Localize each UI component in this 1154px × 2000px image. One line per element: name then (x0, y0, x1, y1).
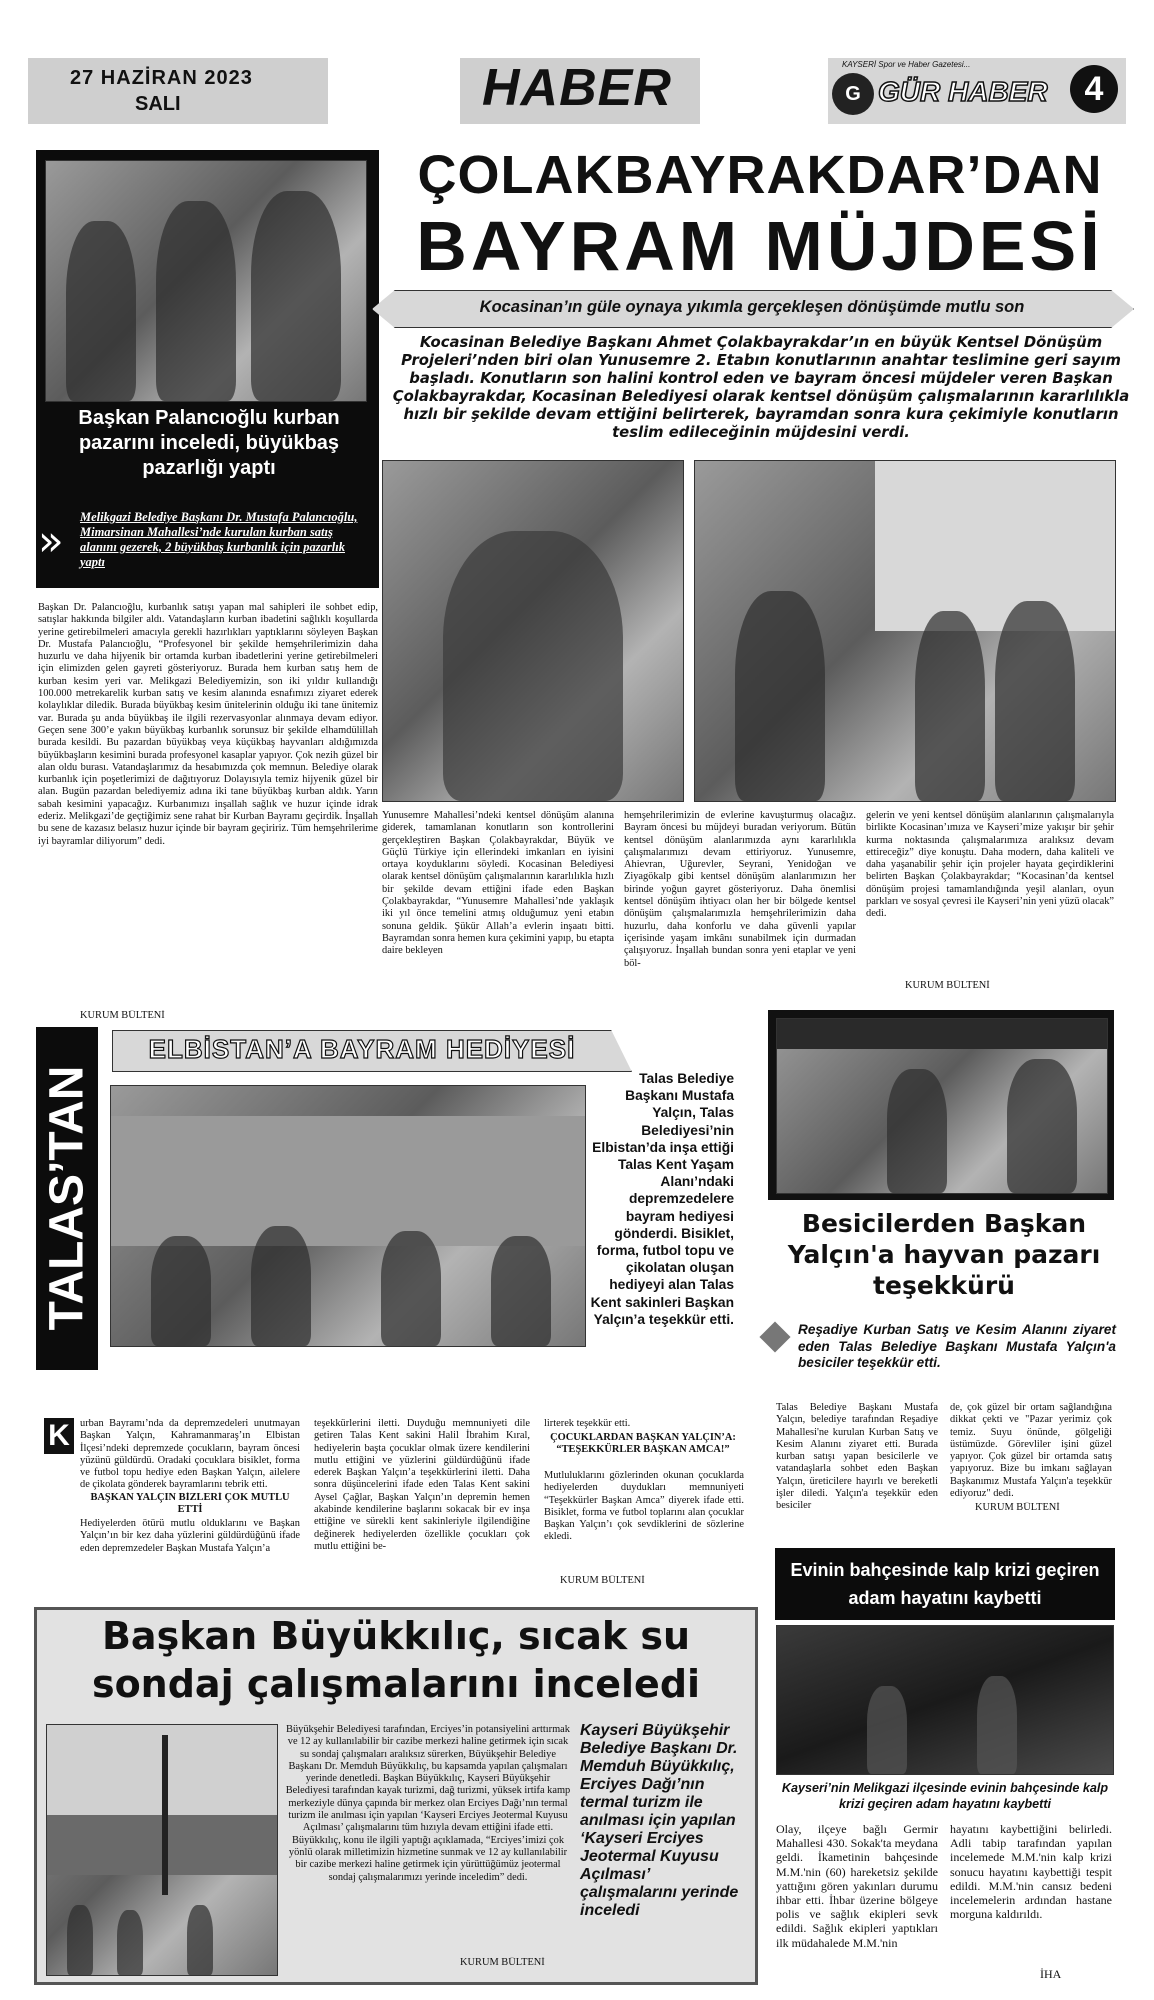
besici-photo (776, 1018, 1108, 1194)
buyukkilic-byline: KURUM BÜLTENİ (460, 1957, 545, 1968)
diamond-icon (759, 1321, 790, 1352)
main-headline-2: BAYRAM MÜJDESİ (416, 207, 1104, 285)
talas-col-3a: lirterek teşekkür etti. (544, 1418, 631, 1429)
kalp-photo (776, 1625, 1114, 1775)
masthead-day: SALI (135, 93, 181, 115)
talas-dropcap: K (44, 1418, 74, 1454)
talas-headline: ELBİSTAN’A BAYRAM HEDİYESİ (148, 1034, 576, 1064)
besici-col-1: Talas Belediye Başkanı Mustafa Yalçın, belediye tarafından Reşadiye Mahallesi'ne kurulan Kurban Satış ve Kesim Alanını ziyaret etti. Burada kurban satışı yapan besicilerle ve vatandaşlarla sohbet eden Başkan Yalçın, üreticilere hayırlı ve bereketli işler diledi. Yalçın'a teşekkür eden besiciler (776, 1402, 938, 1512)
buyukkilic-body: Büyükşehir Belediyesi tarafından, Erciyes’in potansiyelini arttırmak ve 12 ay kullanılabilir bir cazibe merkezi haline getirmek için sıcak su sondaj çalışmaları aralıksız sürerken, Büyükşehir Belediye Başkanı Dr. Memduh Büyükkılıç, bu kapsamda yapılan çalışmaları yerinde denetledi. Başkan Büyükkılıç, Kayseri Büyükşehir Belediyesi tarafından kayak turizmi, dağ turizmi, yüksek irtifa kamp merkeziyle dünya çapında bir merkez olan Erciyes Dağı’nın termal turizm ile anılması için yapılan ‘Kayseri Erciyes Jeotermal Kuyusu Açılması’ çalışmalarını tüm hızıyla devam ettiğini ifade etti. Büyükkılıç, konu ile ilgili yaptığı açıklamada, “Erciyes’imizi çok yönlü olarak milletimizin hizmetine sunmak ve 12 ay kullanılabilir bir cazibe merkezi haline getirmek için yürüttüğümüz jeotermal sondaj çalışmalarımızı yerinde inceledim” dedi. (285, 1724, 571, 1883)
talas-vertical-label: TALAS’TAN (40, 1065, 94, 1331)
talas-col-1b: Hediyelerden ötürü mutlu olduklarını ve Başkan Yalçın’ın bir kez daha yüzlerini güldürdüğünü ifade eden depremzedeler Başkan Mustafa Yalçın’a (80, 1518, 300, 1554)
talas-col-1: urban Bayramı’nda da depremzedeleri unutmayan Başkan Yalçın, Kahramanmaraş’ın Elbistan İlçesi’ndeki depremzede çocukların, bayram öncesi yüzünü güldürdü. Oradaki çocuklara bisiklet, forma ve futbol topu hediye eden Başkan Yalçın, ailelere de çikolata gönderek bayramlarını tebrik etti. (80, 1418, 300, 1490)
besici-byline: KURUM BÜLTENİ (975, 1502, 1060, 1513)
besici-lead: Reşadiye Kurban Satış ve Kesim Alanını ziyaret eden Talas Belediye Başkanı Mustafa Yalçın'a besiciler teşekkür etti. (798, 1322, 1116, 1370)
main-photo-2 (694, 460, 1116, 802)
main-byline: KURUM BÜLTENİ (905, 980, 990, 991)
main-photo-1 (382, 460, 684, 802)
main-subhead: Kocasinan’ın güle oynaya yıkımla gerçekleşen dönüşümde mutlu son (479, 298, 1025, 316)
besici-headline: Besicilerden Başkan Yalçın'a hayvan pazarı teşekkürü (787, 1209, 1101, 1300)
talas-lead: Talas Belediye Başkanı Mustafa Yalçın, Talas Belediyesi’nin Elbistan’da inşa ettiği Talas Kent Yaşam Alanı’ndaki depremzedelere bayram hediyesi gönderdi. Bisiklet, forma, futbol topu ve çikolatan oluşan hediyeyi alan Talas Kent sakinleri Başkan Yalçın’a teşekkür etti. (590, 1071, 734, 1327)
talas-sub-2: ÇOCUKLARDAN BAŞKAN YALÇIN’A: “TEŞEKKÜRLER BAŞKAN AMCA!” (550, 1432, 736, 1456)
main-col-1: Yunusemre Mahallesi’ndeki kentsel dönüşüm alanına giderek, tamamlanan konutların son kontrollerini gerçekleştiren Başkan Çolakbayrakdar, Büyük ve Güçlü Türkiye için ellerindeki imkanları en iyisini ortaya koyduklarını söyledi. Kocasinan Belediyesi olarak kentsel dönüşüm çalışmalarının kararlılıkla hızlı bir şekilde devam ettiğini ifade eden Başkan Çolakbayrakdar, “Yunusemre Mahallesi’nde yaklaşık iki yıl önce temelini atmış olduğumuz yeni etabın sonuna geldik. Şükür Allah’a evlerin inşaatı bitti. Bayramdan sonra hemen kura çekimini yapıp, bu etapta daire bekleyen (382, 810, 614, 957)
kalp-col-1: Olay, ilçeye bağlı Germir Mahallesi 430. Sokak'ta meydana geldi. İkametinin bahçesinde M.M.'nin (60) hareketsiz şekilde yattığını gören yakınları durumu ihbar etti. İhbar üzerine bölgeye polis ve sağlık ekipleri sevk edildi. Sağlık ekipleri yaptıkları ilk müdahalede M.M.'nin (776, 1822, 938, 1950)
palancioglu-photo (45, 160, 367, 402)
palancioglu-lead: Melikgazi Belediye Başkanı Dr. Mustafa Palancıoğlu, Mimarsinan Mahallesi’nde kurulan kurban satış alanını gezerek, 2 büyükbaş kurbanlık için pazarlık yaptı (80, 510, 358, 569)
page-number: 4 (1070, 65, 1118, 113)
palancioglu-body: Başkan Dr. Palancıoğlu, kurbanlık satışı yapan mal sahipleri ile sohbet edip, satışlar hakkında bilgiler aldı. Vatandaşların kurban ibadetini sağlıklı koşullarda yerine getirebilmeleri amacıyla gerekli hazırlıkları yaptıklarını söyleyen Başkan Dr. Mustafa Palancıoğlu, “Profesyonel bir şekilde hemşehrilerimizin daha huzurlu ve daha hijyenik bir ortamda kurban ibadetlerini yerine getirebilmeleri için elimizden gelen gayreti gösteriyoruz. Burada hem kurban satış hem de kurban kesim yeri var. Melikgazi Belediyemizin, son iki yıldır kullandığı 100.000 metrekarelik kurban satış ve kesim alanında esnafımızı ziyaret ederek kolaylıklar diledik. Burada büyükbaş kesim ünitelerinin olduğu iki tane ünitemiz var. Burada şu anda büyükbaş ile ilgili rezervasyonlar alınmaya devam ediyor. Geçen sene 300’e yakın büyükbaş kurbanlık sorunsuz bir şekilde elhamdülillah burada kesildi. Bu pazardan büyükbaş veya küçükbaş hayvanları aldığımızda büyükbaşların kesimini burada profesyonel kasaplar yapıyor. Çok nezih güzel bir alan oldu burası. Vatandaşlarımız da hesabımızda çok memnun. Belediye olarak kurbanlık için poşetlerimizi de dağıtıyoruz Dolayısıyla temiz hijyenik güzel bir alan. Bugün pazardan belediyemiz adına iki tane büyükbaş kurban aldık. Yarın sabah kesimini yapacağız. Kurbanımızı inşallah sağlık ve huzur içinde idrak ederiz. Melikgazi’de geçtiğimiz sene rahat bir Kurban Bayramı geçirdik. İnşallah bu sene de kazasız belasız huzur içinde bir bayram geçiririz. Tüm hemşehrilerime iyi bayramlar diliyorum” dedi. (38, 602, 378, 847)
logo-text: GÜR HABER (878, 76, 1048, 107)
main-col-2: hemşehrilerimizin de evlerine kavuşturmuş olacağız. Bayram öncesi bu müjdeyi buradan veriyorum. Bütün kentsel dönüşüm alanlarımızda aynı kararlılıkla çalışmalarımızı devam ettiriyoruz. Yunusemre, Ahievran, Uğurevler, Seyrani, Yenidoğan ve Ziyagökalp gibi kentsel dönüşüm alanlarımızın her birinde yoğun gayret gösteriyoruz. Daha önemlisi kentsel dönüşüm ihtiyacı olan her bir bölgede kentsel dönüşüm çalışmalarımızla hemşehrilerimizin daha huzurlu, daha konforlu ve daha güvenli yapılar içerisinde yaşam imkânı sunabilmek için durmadan çalışıyoruz. İnşallah bundan sonra yeni etaplar ve yeni böl- (624, 810, 856, 969)
kalp-caption: Kayseri’nin Melikgazi ilçesinde evinin bahçesinde kalp krizi geçiren adam hayatını kaybetti (781, 1781, 1109, 1811)
logo-mark-icon: G (832, 73, 874, 115)
logo-tagline: KAYSERİ Spor ve Haber Gazetesi... (842, 60, 971, 69)
besici-col-2: de, çok güzel bir ortam sağlandığına dikkat çekti ve "Pazar yerimiz çok temiz. Suyu önünde, gölgeliği üstümüzde. Görevliler işini güzel yapıyor. Çok güzel bir ortamda satış yapıyoruz. Bize bu imkanı sağlayan Başkanımız Mustafa Yalçın'a teşekkür ediyoruz" dedi. (950, 1402, 1112, 1500)
buyukkilic-headline: Başkan Büyükkılıç, sıcak su sondaj çalışmalarını inceledi (91, 1614, 701, 1706)
buyukkilic-photo (46, 1724, 278, 1976)
kalp-headline: Evinin bahçesinde kalp krizi geçiren adam hayatını kaybetti (790, 1560, 1100, 1608)
talas-sub-1: BAŞKAN YALÇIN BİZLERİ ÇOK MUTLU ETTİ (90, 1492, 290, 1516)
main-lead: Kocasinan Belediye Başkanı Ahmet Çolakbayrakdar’ın en büyük Kentsel Dönüşüm Projeleri’nden biri olan Yunusemre 2. Etabın konutlarının anahtar teslimine geri sayım başladı. Konutların son halini kontrol eden ve bayram öncesi müjdeler veren Başkan Çolakbayrakdar, Kocasinan Belediyesi olarak kentsel dönüşüm çalışmalarının kararlılıkla hızlı bir şekilde devam ettiğini belirterek, bayramdan sonra kura çekimiyle konutların teslim edileceğinin müjdesini verdi. (392, 334, 1130, 441)
buyukkilic-lead: Kayseri Büyükşehir Belediye Başkanı Dr. Memduh Büyükkılıç, Erciyes Dağı’nın termal turizm ile anılması için yapılan ‘Kayseri Erciyes Jeotermal Kuyusu Açılması’ çalışmalarını yerinde inceledi (580, 1722, 739, 1919)
palancioglu-headline: Başkan Palancıoğlu kurban pazarını inceledi, büyükbaş pazarlığı yaptı (78, 407, 340, 479)
masthead-date: 27 HAZİRAN 2023 (70, 67, 253, 89)
main-col-3: gelerin ve yeni kentsel dönüşüm alanlarının çalışmalarıyla birlikte Kocasinan’ımıza ve Kayseri’mize yakışır bir şehir kurma noktasında çalışmalarımıza aralıksız devam ettireceğiz” diye konuştu. Daha modern, daha kaliteli ve daha yaşanabilir şehir için projeler hayata geçirdiklerini belirten Başkan Çolakbayrakdar; “Kocasinan’da kentsel dönüşüm projesi tamamlandığında yeşil alanları, oyun parkları ve sosyal çevresi ile Kayseri’nin yeni yüzü olacak” dedi. (866, 810, 1114, 920)
talas-col-2: teşekkürlerini iletti. Duyduğu memnuniyeti dile getiren Talas Kent sakini Halil İbrahim Kıral, hediyelerin başta çocuklar olmak üzere kendilerini mutlu ettiğini ve yüzlerini güldürdüğünü ifade ederek Başkan Yalçın’a teşekkürlerini iletti. Daha sonra düşüncelerini ifade eden Talas Kent sakini Aysel Çağlar, Başkan Yalçın’ın depremin hemen akabinde kendilerine başlarını sokacak bir ev inşa ettiğine ve sürekli kent sakinleriyle ilgilendiğine değinerek hediyelerden özellikle çocukları çok mutlu ettiğini be- (314, 1418, 530, 1552)
palancioglu-byline: KURUM BÜLTENİ (80, 1010, 165, 1021)
kalp-byline: İHA (1040, 1968, 1062, 1981)
talas-byline: KURUM BÜLTENİ (560, 1575, 645, 1586)
double-chevron-icon: » (38, 516, 64, 565)
talas-photo (110, 1085, 586, 1347)
main-headline-1: ÇOLAKBAYRAKDAR’DAN (417, 145, 1103, 205)
kalp-col-2: hayatını kaybettiğini belirledi. Adli tabip tarafından yapılan incelemede M.M.'nin kalp krizi sonucu hayatını kaybettiği tespit edildi. M.M.'nin cansız bedeni incelemelerin ardından hastane morguna kaldırıldı. (950, 1822, 1112, 1922)
section-title: HABER (482, 59, 672, 117)
talas-col-3: Mutluluklarını gözlerinden okunan çocuklarda hediyelerden duydukları memnuniyeti “Teşekkürler Başkan Amca” diyerek ifade etti. Bisiklet, forma ve futbol toplarını alan çocuklar Başkan Yalçın’ı çok sevdiklerini de sözlerine ekledi. (544, 1470, 744, 1543)
